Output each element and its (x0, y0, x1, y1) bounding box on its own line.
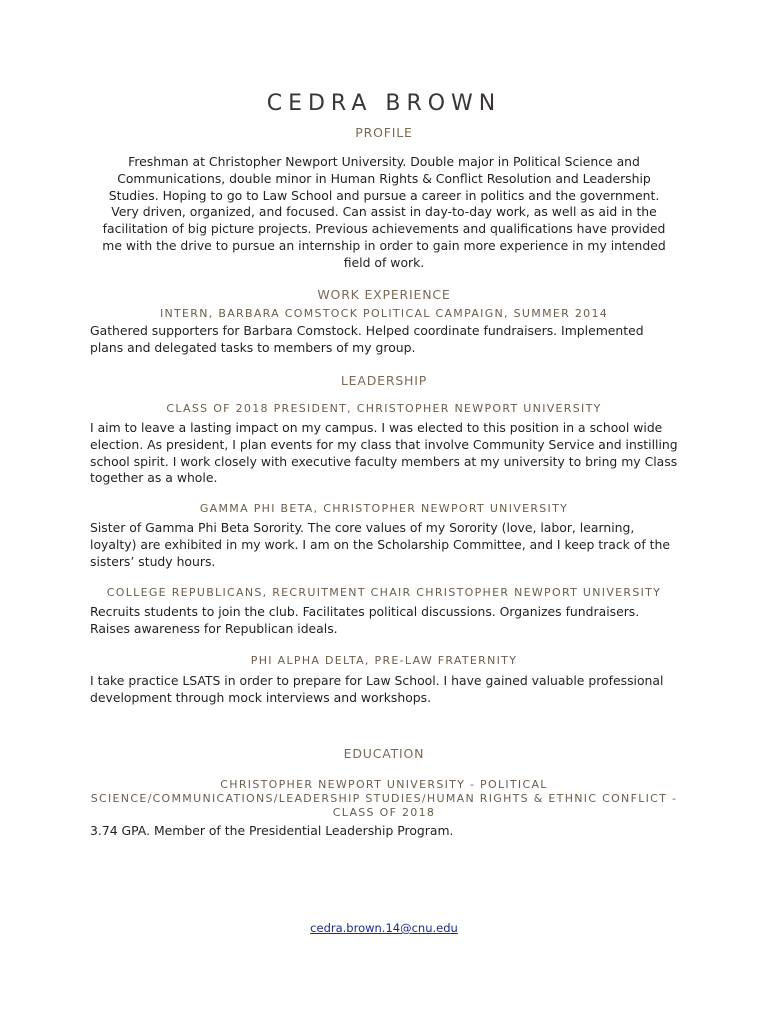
leadership-item-title: GAMMA PHI BETA, CHRISTOPHER NEWPORT UNIVERSITY (199, 502, 569, 515)
email-container (0, 921, 768, 936)
work-item-title: INTERN, BARBARA COMSTOCK POLITICAL CAMPAIGN, SUMMER 2014 (159, 307, 609, 320)
leadership-item-title: COLLEGE REPUBLICANS, RECRUITMENT CHAIR CHRISTOPHER NEWPORT UNIVERSITY (106, 586, 662, 599)
leadership-item-text: I aim to leave a lasting impact on my campus. I was elected to this position in a school wide election. As president, I plan events for my class that involve Community Service and instilling school spirit. I work closely with executive faculty members at my university to bring my Class together as a whole. (90, 420, 678, 486)
profile-text: Freshman at Christopher Newport University. Double major in Political Science and Communications, double minor in Human Rights & Conflict Resolution and Leadership Studies. Hoping to go to Law School and pursue a career in politics and the government. Very driven, organized, and focused. Can assist in day-to-day work, as well as aid in the facilitation of big picture projects. Previous achievements and qualifications have provided me with the drive to pursue an internship in order to gain more experience in my intended field of work. (102, 154, 666, 270)
education-title: CHRISTOPHER NEWPORT UNIVERSITY - POLITICAL SCIENCE/COMMUNICATIONS/LEADERSHIP STUDIES/HUMAN RIGHTS & ETHNIC CONFLICT - CLASS OF 2018 (90, 778, 678, 819)
profile-heading: PROFILE (355, 125, 413, 140)
leadership-item-text: Recruits students to join the club. Facilitates political discussions. Organizes fundraisers. Raises awareness for Republican ideals. (90, 604, 640, 636)
leadership-item-title: PHI ALPHA DELTA, PRE-LAW FRATERNITY (250, 654, 518, 667)
resume-name: CEDRA BROWN (266, 91, 502, 116)
work-item-text: Gathered supporters for Barbara Comstock. Helped coordinate fundraisers. Implemented plans and delegated tasks to members of my group. (90, 323, 644, 355)
name-heading-container (0, 87, 768, 116)
leadership-item-text: Sister of Gamma Phi Beta Sorority. The core values of my Sorority (love, labor, learning, loyalty) are exhibited in my work. I am on the Scholarship Committee, and I keep track of the sisters’ study hours. (90, 520, 670, 569)
education-text: 3.74 GPA. Member of the Presidential Leadership Program. (90, 823, 454, 838)
leadership-item-title: CLASS OF 2018 PRESIDENT, CHRISTOPHER NEWPORT UNIVERSITY (166, 402, 602, 415)
leadership-item-text: I take practice LSATS in order to prepare for Law School. I have gained valuable professional development through mock interviews and workshops. (90, 673, 664, 705)
email-link[interactable]: cedra.brown.14@cnu.edu (310, 921, 458, 935)
work-experience-heading: WORK EXPERIENCE (317, 287, 451, 302)
education-heading: EDUCATION (343, 746, 425, 761)
leadership-heading: LEADERSHIP (340, 373, 428, 388)
